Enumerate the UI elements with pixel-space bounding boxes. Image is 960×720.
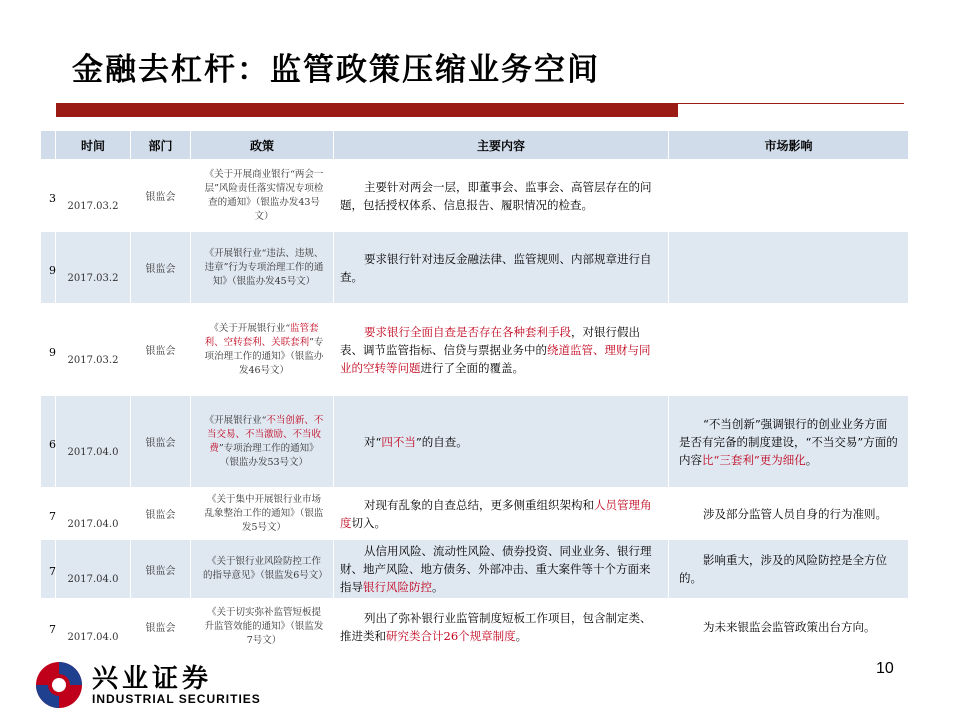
policy-segment: 《开展银行业“ — [204, 414, 267, 426]
row-dept: 银监会 — [131, 540, 191, 599]
row-number: 3 — [41, 160, 56, 232]
impact-segment: 影响重大，涉及的风险防控是全方位的。 — [679, 553, 887, 585]
policy-segment: 不当创新、不当交易、不当激励、不当收费 — [206, 414, 324, 454]
row-number: 7 — [41, 599, 56, 655]
table-row — [41, 304, 909, 396]
impact-segment: 为未来银监会监管政策出台方向。 — [703, 619, 876, 634]
row-content — [334, 540, 669, 599]
logo-emblem-icon — [34, 660, 84, 710]
row-impact — [669, 304, 909, 396]
row-impact — [669, 540, 909, 599]
row-policy — [191, 304, 334, 396]
row-policy: 《开展银行业“违法、违规、违章”行为专项治理工作的通知》（银监办发45号文） — [191, 232, 334, 304]
row-time: 2017.03.2 — [56, 232, 131, 304]
row-policy: 《关于开展商业银行“两会一层”风险责任落实情况专项检查的通知》（银监办发43号文） — [191, 160, 334, 232]
content-segment: 对现有乱象的自查总结，更多侧重组织架构和 — [364, 497, 594, 512]
policy-segment: 监管套利、空转套利、关联套利 — [204, 322, 319, 348]
table-row — [41, 396, 909, 488]
row-content — [334, 160, 669, 232]
row-impact — [669, 488, 909, 540]
title-divider-line — [678, 103, 904, 104]
header-dept: 部门 — [131, 131, 191, 160]
table-row — [41, 488, 909, 540]
row-policy: 《关于切实弥补监管短板提升监管效能的通知》（银监发7号文） — [191, 599, 334, 655]
impact-segment: “不当创新”强调银行的创业业务方面是否有完备的制度建设，“不当交易”方面的内容 — [679, 416, 898, 467]
impact-segment: 涉及部分监管人员自身的行为准则。 — [703, 506, 887, 521]
row-time: 2017.04.0 — [56, 599, 131, 655]
row-policy: 《关于集中开展银行业市场乱象整治工作的通知》（银监发5号文） — [191, 488, 334, 540]
table-header-row — [41, 131, 909, 160]
content-segment: ”的自查。 — [415, 434, 468, 449]
header-content: 主要内容 — [334, 131, 669, 160]
row-dept: 银监会 — [131, 488, 191, 540]
row-number: 7 — [41, 540, 56, 599]
table-row — [41, 599, 909, 655]
logo-english-name: INDUSTRIAL SECURITIES — [92, 692, 261, 706]
row-content — [334, 488, 669, 540]
table-row — [41, 540, 909, 599]
policy-segment: ”专项治理工作的通知》（银监办发53号文） — [218, 442, 319, 468]
content-segment: 从信用风险、流动性风险、债券投资、同业业务、银行理财、地产风险、地方债务、外部冲击、重大案件等十个方面来指导 — [340, 544, 652, 594]
content-segment: 要求银行针对违反金融法律、监管规则、内部规章进行自查。 — [340, 251, 652, 284]
content-segment: 主要针对两会一层，即董事会、监事会、高管层存在的问题，包括授权体系、信息报告、履职情况的检查。 — [340, 179, 652, 212]
content-segment: 。 — [515, 628, 528, 643]
row-content — [334, 396, 669, 488]
header-policy: 政策 — [191, 131, 334, 160]
impact-segment: 比“三套利”更为细化 — [702, 452, 806, 467]
content-segment: 要求银行全面自查是否存在各种套利手段 — [364, 324, 571, 339]
logo-chinese-name: 兴业证券 — [92, 664, 213, 694]
row-dept: 银监会 — [131, 304, 191, 396]
row-policy: 《关于银行业风险防控工作的指导意见》（银监发6号文） — [191, 540, 334, 599]
row-dept: 银监会 — [131, 232, 191, 304]
row-dept: 银监会 — [131, 396, 191, 488]
row-time: 2017.04.0 — [56, 396, 131, 488]
table-body — [41, 160, 909, 655]
row-content — [334, 599, 669, 655]
row-content — [334, 304, 669, 396]
content-segment: 银行风险防控 — [363, 580, 432, 594]
content-segment: 切入。 — [351, 515, 386, 530]
header-impact: 市场影响 — [669, 131, 909, 160]
content-segment: 绕道监管、理财与同业的空转等问题 — [340, 342, 651, 375]
content-segment: ，对银行假出表、调节监管指标、信贷与票据业务中的 — [340, 324, 640, 357]
table-row — [41, 160, 909, 232]
header-num — [41, 131, 56, 160]
row-number: 6 — [41, 396, 56, 488]
row-impact — [669, 232, 909, 304]
content-segment: 研究类合计26个规章制度 — [386, 628, 516, 643]
policy-segment: ”专项治理工作的通知》（银监办发46号文） — [204, 336, 324, 376]
page-title: 金融去杠杆：监管政策压缩业务空间 — [72, 52, 600, 88]
row-content — [334, 232, 669, 304]
row-number: 9 — [41, 232, 56, 304]
company-logo — [34, 656, 264, 712]
row-impact — [669, 396, 909, 488]
impact-segment: 。 — [805, 452, 818, 467]
policy-segment: 《关于开展银行业“ — [209, 322, 291, 334]
content-segment: 人员管理角度 — [340, 497, 652, 530]
row-dept: 银监会 — [131, 160, 191, 232]
content-segment: 。 — [432, 580, 444, 594]
row-dept: 银监会 — [131, 599, 191, 655]
table-row — [41, 232, 909, 304]
row-time: 2017.04.0 — [56, 488, 131, 540]
row-impact — [669, 599, 909, 655]
row-number: 9 — [41, 304, 56, 396]
row-number: 7 — [41, 488, 56, 540]
page-number: 10 — [876, 660, 894, 677]
row-policy — [191, 396, 334, 488]
row-impact — [669, 160, 909, 232]
content-segment: 对“ — [364, 434, 382, 449]
policy-table — [40, 130, 909, 655]
content-segment: 进行了全面的覆盖。 — [420, 360, 524, 375]
content-segment: 列出了弥补银行业监管制度短板工作项目，包含制定类、推进类和 — [340, 610, 652, 643]
header-time: 时间 — [56, 131, 131, 160]
title-accent-bar — [56, 103, 678, 117]
row-time: 2017.03.2 — [56, 160, 131, 232]
row-time: 2017.03.2 — [56, 304, 131, 396]
content-segment: 四不当 — [381, 434, 416, 449]
row-time: 2017.04.0 — [56, 540, 131, 599]
